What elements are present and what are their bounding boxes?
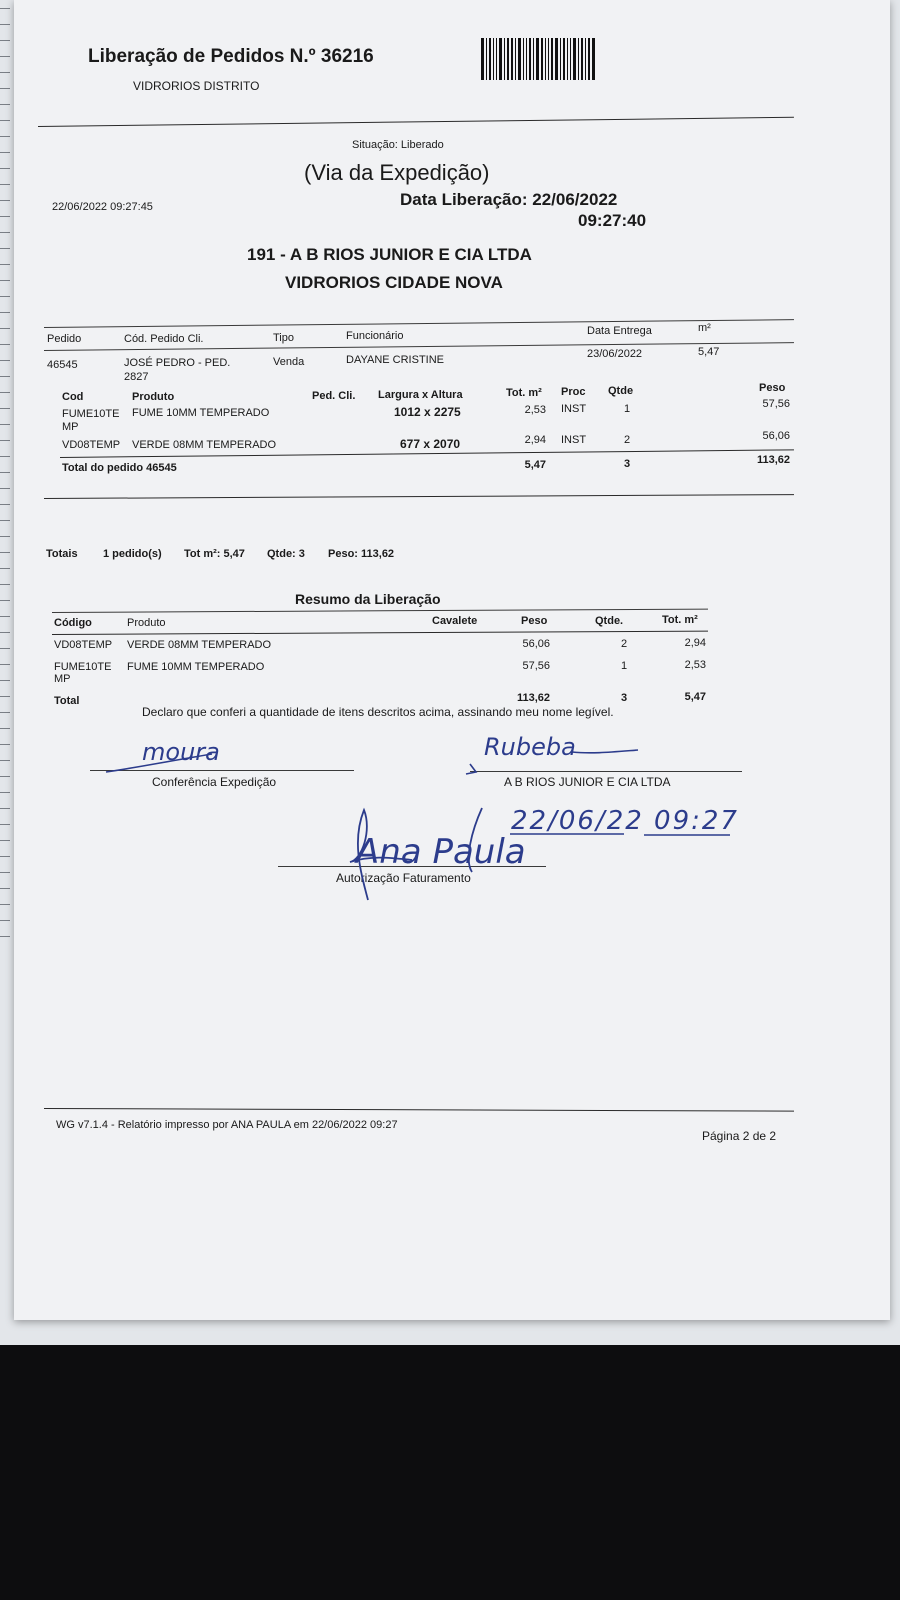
- item-1-dims: 1012 x 2275: [394, 405, 461, 419]
- barcode-bar: [548, 38, 549, 80]
- item-1-cod-cont: MP: [62, 421, 79, 433]
- document-title: Liberação de Pedidos N.º 36216: [88, 46, 374, 67]
- edge-tick: [0, 920, 10, 921]
- edge-tick: [0, 536, 10, 537]
- divider: [38, 117, 794, 127]
- signature-label-autorizacao: Autorização Faturamento: [336, 871, 471, 885]
- summary-row-2-produto: FUME 10MM TEMPERADO: [127, 661, 265, 673]
- edge-tick: [0, 760, 10, 761]
- barcode-bar: [533, 38, 534, 80]
- edge-tick: [0, 600, 10, 601]
- totals-pedidos: 1 pedido(s): [103, 548, 162, 560]
- edge-tick: [0, 24, 10, 25]
- summary-row-1-tot-m2: 2,94: [684, 637, 706, 649]
- edge-tick: [0, 488, 10, 489]
- handwritten-date: 22/06/22 09:27: [511, 806, 739, 836]
- edge-tick: [0, 440, 10, 441]
- signature-label-conferencia: Conferência Expedição: [152, 775, 277, 789]
- release-time: 09:27:40: [578, 211, 647, 230]
- edge-tick: [0, 232, 10, 233]
- signature-stroke-1: [104, 748, 214, 778]
- edge-tick: [0, 72, 10, 73]
- barcode-bar: [567, 38, 568, 80]
- summary-header-produto: Produto: [127, 617, 166, 629]
- edge-tick: [0, 392, 10, 393]
- barcode-bar: [563, 38, 565, 80]
- edge-tick: [0, 936, 10, 937]
- barcode-bar: [573, 38, 576, 80]
- order-client-code-cont: 2827: [124, 371, 149, 383]
- edge-tick: [0, 360, 10, 361]
- order-total-m2: 5,47: [524, 459, 546, 471]
- release-date: Data Liberação: 22/06/2022: [400, 190, 618, 209]
- edge-tick: [0, 664, 10, 665]
- copy-type: (Via da Expedição): [304, 160, 490, 185]
- barcode-bar: [555, 38, 558, 80]
- summary-row-1-peso: 56,06: [522, 638, 550, 650]
- item-2-qtde: 2: [623, 434, 631, 446]
- col-header-funcionario: Funcionário: [346, 330, 404, 342]
- barcode-bar: [570, 38, 571, 80]
- edge-tick: [0, 744, 10, 745]
- barcode-bar: [545, 38, 546, 80]
- item-1-produto: FUME 10MM TEMPERADO: [132, 407, 270, 419]
- order-number: 46545: [47, 359, 78, 371]
- item-2-dims: 677 x 2070: [400, 437, 461, 451]
- edge-tick: [0, 552, 10, 553]
- edge-tick: [0, 56, 10, 57]
- edge-tick: [0, 808, 10, 809]
- col-header-data-entrega: Data Entrega: [587, 325, 652, 337]
- barcode-bar: [551, 38, 553, 80]
- edge-tick: [0, 616, 10, 617]
- barcode-bar: [578, 38, 579, 80]
- company-name: VIDRORIOS DISTRITO: [133, 79, 260, 93]
- edge-tick: [0, 904, 10, 905]
- items-header-ped-cli: Ped. Cli.: [312, 390, 356, 402]
- edge-tick: [0, 648, 10, 649]
- order-total-label: Total do pedido 46545: [62, 462, 177, 474]
- client-name: 191 - A B RIOS JUNIOR E CIA LTDA: [247, 245, 532, 264]
- summary-top-line: [52, 609, 708, 613]
- edge-tick: [0, 776, 10, 777]
- edge-tick: [0, 472, 10, 473]
- item-2-cod: VD08TEMP: [62, 439, 121, 451]
- edge-tick: [0, 104, 10, 105]
- order-m2: 5,47: [698, 346, 720, 358]
- summary-row-2-codigo: FUME10TE: [54, 661, 112, 673]
- footer-line: [44, 1108, 794, 1112]
- edge-tick: [0, 40, 10, 41]
- summary-row-2-tot-m2: 2,53: [684, 659, 706, 671]
- barcode-bar: [499, 38, 502, 80]
- edge-tick: [0, 296, 10, 297]
- edge-tick: [0, 216, 10, 217]
- edge-tick: [0, 168, 10, 169]
- edge-tick: [0, 456, 10, 457]
- edge-tick: [0, 344, 10, 345]
- edge-tick: [0, 840, 10, 841]
- edge-tick: [0, 856, 10, 857]
- handwritten-signature-client: Rubeba: [484, 733, 576, 761]
- totals-peso: Peso: 113,62: [328, 548, 395, 560]
- item-2-tot-m2: 2,94: [524, 434, 546, 446]
- edge-tick: [0, 824, 10, 825]
- edge-tick: [0, 264, 10, 265]
- edge-tick: [0, 136, 10, 137]
- barcode-bar: [507, 38, 509, 80]
- footer-printed-by: WG v7.1.4 - Relatório impresso por ANA PAULA em 22/06/2022 09:27: [56, 1119, 398, 1131]
- barcode-bar: [592, 38, 595, 80]
- signature-label-client: A B RIOS JUNIOR E CIA LTDA: [504, 775, 671, 789]
- summary-header-qtde: Qtde.: [595, 615, 624, 627]
- handwritten-date-underline: [504, 830, 744, 840]
- edge-tick: [0, 376, 10, 377]
- summary-total-peso: 113,62: [516, 692, 550, 704]
- status-text: Situação: Liberado: [352, 139, 444, 151]
- summary-total-label: Total: [54, 695, 80, 707]
- summary-row-2-peso: 57,56: [522, 660, 550, 672]
- edge-tick: [0, 584, 10, 585]
- barcode-bar: [496, 38, 497, 80]
- edge-tick: [0, 248, 10, 249]
- barcode-bar: [541, 38, 543, 80]
- edge-tick: [0, 152, 10, 153]
- summary-title: Resumo da Liberação: [295, 591, 441, 607]
- items-header-qtde: Qtde: [608, 385, 634, 397]
- item-1-cod: FUME10TE: [62, 408, 120, 420]
- handwritten-signature-conferencia: moura: [142, 738, 220, 766]
- barcode-bar: [588, 38, 590, 80]
- items-header-cod: Cod: [62, 391, 84, 403]
- col-header-m2: m²: [698, 322, 711, 334]
- edge-tick: [0, 200, 10, 201]
- edge-tick: [0, 792, 10, 793]
- barcode-bar: [581, 38, 583, 80]
- print-datetime: 22/06/2022 09:27:45: [52, 201, 153, 213]
- barcode-bar: [511, 38, 513, 80]
- edge-tick: [0, 568, 10, 569]
- summary-header-cavalete: Cavalete: [432, 615, 478, 627]
- order-total-peso: 113,62: [756, 454, 790, 466]
- barcode-bar: [489, 38, 491, 80]
- totals-qtde: Qtde: 3: [267, 548, 305, 560]
- edge-tick: [0, 712, 10, 713]
- edge-tick: [0, 520, 10, 521]
- barcode-bar: [518, 38, 521, 80]
- edge-tick: [0, 424, 10, 425]
- items-header-proc: Proc: [561, 386, 586, 398]
- summary-header-tot-m2: Tot. m²: [662, 614, 698, 626]
- table-bottom-line: [44, 494, 794, 499]
- edge-tick: [0, 184, 10, 185]
- summary-row-1-codigo: VD08TEMP: [54, 639, 113, 651]
- summary-total-qtde: 3: [620, 692, 628, 704]
- item-2-peso: 56,06: [762, 430, 790, 442]
- edge-tick: [0, 696, 10, 697]
- items-header-tot-m2: Tot. m²: [506, 387, 542, 399]
- order-employee: DAYANE CRISTINE: [346, 354, 444, 366]
- item-1-peso: 57,56: [762, 398, 790, 410]
- barcode-bar: [515, 38, 516, 80]
- barcode-bar: [493, 38, 494, 80]
- barcode-bar: [504, 38, 505, 80]
- summary-total-tot-m2: 5,47: [684, 691, 706, 703]
- item-2-produto: VERDE 08MM TEMPERADO: [132, 439, 277, 451]
- order-delivery-date: 23/06/2022: [587, 348, 643, 360]
- item-2-proc: INST: [561, 434, 587, 446]
- barcode-bar: [529, 38, 531, 80]
- col-header-cod-cli: Cód. Pedido Cli.: [124, 333, 204, 345]
- declaration-text: Declaro que conferi a quantidade de itens descritos acima, assinando meu nome legível.: [142, 705, 614, 719]
- items-header-produto: Produto: [132, 391, 175, 403]
- paper-edge-left: [0, 0, 14, 960]
- barcode-bar: [585, 38, 586, 80]
- edge-tick: [0, 504, 10, 505]
- items-header-peso: Peso: [759, 382, 786, 394]
- col-header-tipo: Tipo: [273, 332, 294, 344]
- edge-tick: [0, 872, 10, 873]
- barcode-bar: [536, 38, 539, 80]
- edge-tick: [0, 120, 10, 121]
- edge-tick: [0, 680, 10, 681]
- summary-row-1-qtde: 2: [620, 638, 628, 650]
- edge-tick: [0, 408, 10, 409]
- summary-row-2-qtde: 1: [620, 660, 628, 672]
- signature-stroke-3: [332, 800, 532, 910]
- edge-tick: [0, 328, 10, 329]
- handwritten-signature-autorizacao: Ana Paula: [356, 832, 526, 872]
- edge-tick: [0, 888, 10, 889]
- summary-row-1-produto: VERDE 08MM TEMPERADO: [127, 639, 272, 651]
- barcode-bar: [560, 38, 561, 80]
- col-header-pedido: Pedido: [47, 333, 82, 345]
- items-header-dims: Largura x Altura: [378, 389, 463, 401]
- barcode-bar: [486, 38, 487, 80]
- totals-m2: Tot m²: 5,47: [184, 548, 245, 560]
- edge-tick: [0, 312, 10, 313]
- client-store: VIDRORIOS CIDADE NOVA: [285, 273, 503, 292]
- barcode: [481, 38, 615, 80]
- summary-header-line: [52, 631, 708, 635]
- signature-stroke-2: [462, 744, 642, 780]
- edge-tick: [0, 632, 10, 633]
- order-client-code: JOSÉ PEDRO - PED.: [124, 357, 231, 369]
- item-1-qtde: 1: [623, 403, 631, 415]
- summary-row-2-codigo-cont: MP: [54, 673, 71, 685]
- barcode-bar: [481, 38, 484, 80]
- item-1-proc: INST: [561, 403, 587, 415]
- summary-header-peso: Peso: [521, 615, 548, 627]
- footer-page-number: Página 2 de 2: [702, 1129, 777, 1143]
- barcode-bar: [523, 38, 524, 80]
- item-1-tot-m2: 2,53: [524, 404, 546, 416]
- edge-tick: [0, 728, 10, 729]
- totals-label: Totais: [46, 548, 78, 560]
- summary-header-codigo: Código: [54, 617, 92, 629]
- edge-tick: [0, 8, 10, 9]
- document-page: [14, 0, 890, 1320]
- barcode-bar: [526, 38, 527, 80]
- edge-tick: [0, 88, 10, 89]
- order-total-qtde: 3: [623, 458, 631, 470]
- edge-tick: [0, 280, 10, 281]
- order-type: Venda: [273, 356, 305, 368]
- table-top-line: [44, 319, 794, 328]
